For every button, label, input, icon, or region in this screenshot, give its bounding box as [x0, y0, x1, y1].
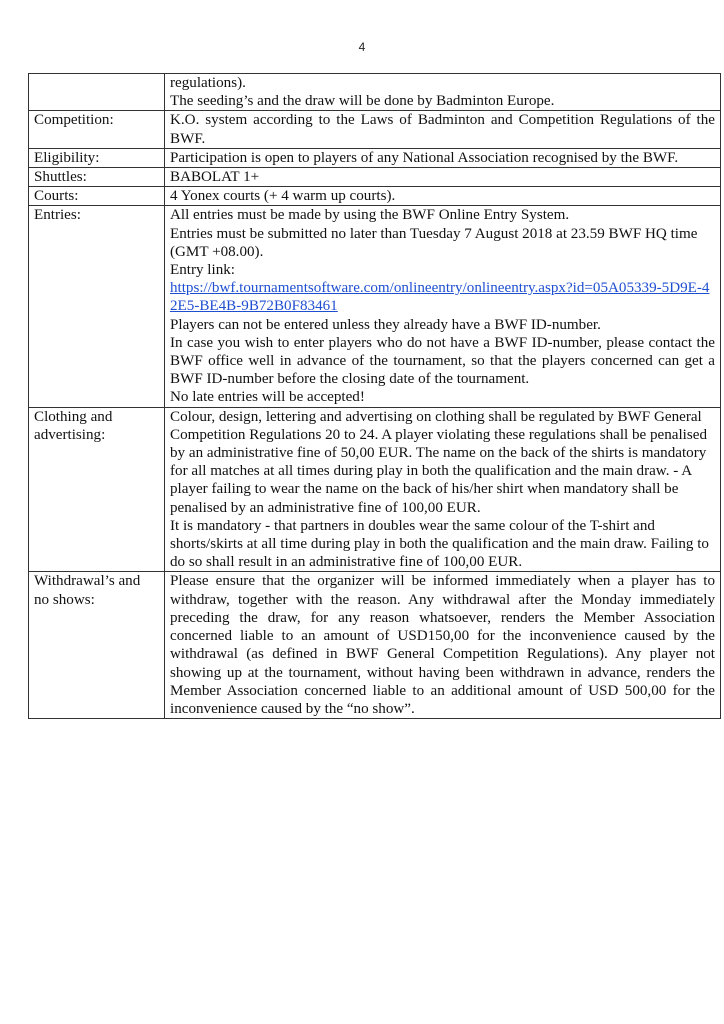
row-label-shuttles: Shuttles:	[29, 168, 165, 187]
row-label-clothing: Clothing and advertising:	[29, 407, 165, 572]
withdrawals-text: Please ensure that the organizer will be informed immediately when a player has to withdraw, together with the reason. Any withdrawal after the Monday immediately preceding the draw, for any reason whatsoever, renders the Member Association concerned liable to an amount of USD150,00 for the inconvenience caused by the withdrawal (as defined in BWF General Competition Regulations). Any player not showing up at the tournament, without having been withdrawn in advance, renders the Member Association concerned liable to an additional amount of USD 500,00 for the inconvenience caused by the “no show”.	[165, 572, 721, 719]
entries-late-text: No late entries will be accepted!	[170, 389, 365, 406]
entries-id-text: Players can not be entered unless they already have a BWF ID-number.	[170, 316, 601, 333]
table-row	[29, 206, 721, 407]
shuttles-text: BABOLAT 1+	[165, 168, 721, 187]
entry-link[interactable]: https://bwf.tournamentsoftware.com/onlineentry/onlineentry.aspx?id=05A05339-5D9E-42E5-BE4B-9B72B0F83461	[170, 280, 710, 315]
table-row	[29, 572, 721, 719]
entry-link-label: Entry link:	[170, 262, 235, 279]
row-label-entries: Entries:	[29, 206, 165, 407]
entries-contact-text: In case you wish to enter players who do not have a BWF ID-number, please contact the BWF office well in advance of the tournament, so that the players concerned can get a BWF ID-number before the closing date of the tournament.	[170, 334, 715, 388]
table-row	[29, 407, 721, 572]
clothing-doubles-text: It is mandatory - that partners in doubles wear the same colour of the T-shirt and shorts/skirts at all time during play in both the qualification and the main draw. Failing to do so shall result in an administrative fine of 100,00 EUR.	[170, 517, 709, 571]
row-label-eligibility: Eligibility:	[29, 148, 165, 167]
table-row	[29, 148, 721, 167]
competition-text: K.O. system according to the Laws of Badminton and Competition Regulations of the BWF.	[165, 111, 721, 148]
table-row	[29, 111, 721, 148]
cell-line: The seeding’s and the draw will be done by Badminton Europe.	[170, 93, 555, 110]
entries-cell	[165, 206, 721, 407]
cell-line: regulations).	[170, 75, 246, 91]
row-label-competition: Competition:	[29, 111, 165, 148]
clothing-cell	[165, 407, 721, 572]
row-label-courts: Courts:	[29, 187, 165, 206]
clothing-text: Colour, design, lettering and advertising on clothing shall be regulated by BWF General Competition Regulations 20 to 24. A player violating these regulations shall be penalised by an administrative fine of 50,00 EUR. The name on the back of the shirts is mandatory for all matches at all times during play in both the qualification and the main draw. - A player failing to wear the name on the back of his/her shirt when mandatory shall be penalised by an administrative fine of 100,00 EUR.	[170, 408, 707, 516]
entries-deadline-text: Entries must be submitted no later than Tuesday 7 August 2018 at 23.59 BWF HQ time (GMT +08.00).	[170, 225, 698, 260]
eligibility-text: Participation is open to players of any National Association recognised by the BWF.	[165, 148, 721, 167]
table-row	[29, 74, 721, 111]
row-label-withdrawals: Withdrawal’s and no shows:	[29, 572, 165, 719]
page-number: 4	[358, 40, 366, 54]
entries-system-text: All entries must be made by using the BWF Online Entry System.	[170, 207, 570, 224]
seeding-cell	[165, 74, 721, 111]
regulations-table	[28, 73, 721, 719]
row-label	[29, 74, 165, 111]
table-row	[29, 168, 721, 187]
table-row	[29, 187, 721, 206]
courts-text: 4 Yonex courts (+ 4 warm up courts).	[165, 187, 721, 206]
